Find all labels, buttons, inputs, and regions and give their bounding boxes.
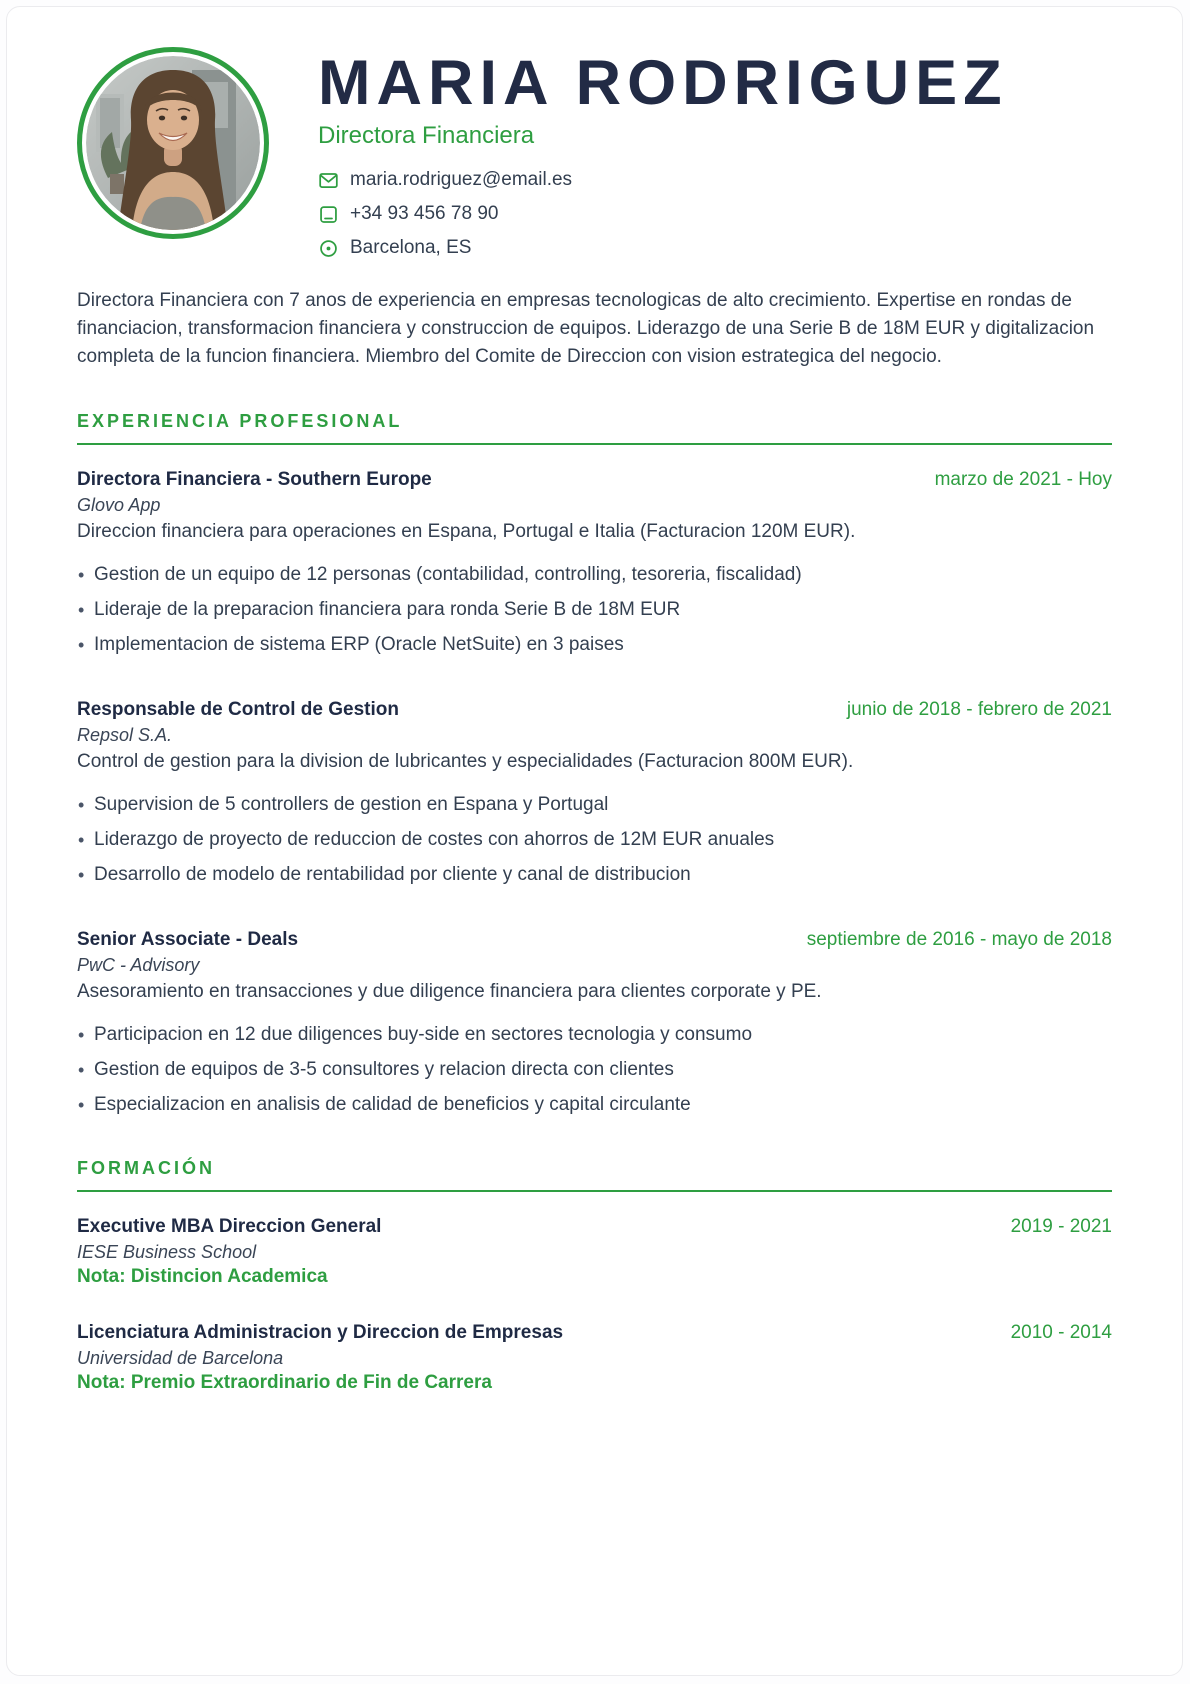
education-title: Executive MBA Direccion General <box>77 1216 382 1237</box>
resume-page <box>6 6 1183 1676</box>
job-bullet: • Participacion en 12 due diligences buy-side en sectores tecnologia y consumo <box>77 1022 1112 1048</box>
job-bullet: • Implementacion de sistema ERP (Oracle NetSuite) en 3 paises <box>77 632 1112 658</box>
person-job-title: Directora Financiera <box>318 122 535 150</box>
experience-section <box>77 411 1112 1118</box>
education-note: Nota: Premio Extraordinario de Fin de Carrera <box>77 1372 492 1393</box>
education-dates: 2010 - 2014 <box>1010 1322 1112 1343</box>
job-bullet: • Supervision de 5 controllers de gestion en Espana y Portugal <box>77 792 1112 818</box>
job-bullet: • Lideraje de la preparacion financiera para ronda Serie B de 18M EUR <box>77 597 1112 623</box>
job-company: Repsol S.A. <box>77 725 173 745</box>
job-entry <box>77 699 1112 888</box>
job-dates: septiembre de 2016 - mayo de 2018 <box>806 929 1112 950</box>
job-bullet-list <box>77 792 1112 888</box>
education-section-heading: FORMACIÓN <box>77 1158 1112 1192</box>
contact-phone-row <box>318 203 1008 225</box>
header-info <box>318 41 1008 259</box>
job-dates: junio de 2018 - febrero de 2021 <box>846 699 1112 720</box>
contact-list <box>318 169 1008 259</box>
job-bullet: • Liderazgo de proyecto de reduccion de costes con ahorros de 12M EUR anuales <box>77 827 1112 853</box>
contact-location-row <box>318 237 1008 259</box>
profile-photo <box>86 56 260 230</box>
contact-email-text: maria.rodriguez@email.es <box>350 169 573 191</box>
experience-section-heading: EXPERIENCIA PROFESIONAL <box>77 411 1112 445</box>
job-company: Glovo App <box>77 495 161 515</box>
job-description: Control de gestion para la division de lubricantes y especialidades (Facturacion 800M EUR). <box>77 751 854 772</box>
education-section <box>77 1158 1112 1394</box>
job-description: Direccion financiera para operaciones en Espana, Portugal e Italia (Facturacion 120M EUR). <box>77 521 856 542</box>
job-entry <box>77 469 1112 658</box>
summary-text: Directora Financiera con 7 anos de experiencia en empresas tecnologicas de alto crecimiento. Expertise en rondas de financiacion, transformacion financiera y construccion de equipos. Liderazgo de una Serie B de 18M EUR y digitalizacion completa de la funcion financiera. Miembro del Comite de Direccion con vision estrategica del negocio. <box>77 290 1095 367</box>
job-bullet-list <box>77 562 1112 658</box>
contact-phone-text: +34 93 456 78 90 <box>350 203 499 225</box>
education-note: Nota: Distincion Academica <box>77 1266 328 1287</box>
contact-email-row <box>318 169 1008 191</box>
job-description: Asesoramiento en transacciones y due diligence financiera para clientes corporate y PE. <box>77 981 822 1002</box>
education-dates: 2019 - 2021 <box>1010 1216 1112 1237</box>
job-bullet: • Gestion de un equipo de 12 personas (contabilidad, controlling, tesoreria, fiscalidad) <box>77 562 1112 588</box>
education-entry <box>77 1216 1112 1288</box>
job-entry <box>77 929 1112 1118</box>
education-title: Licenciatura Administracion y Direccion de Empresas <box>77 1322 564 1343</box>
phone-device-icon <box>318 204 339 225</box>
job-bullet: • Desarrollo de modelo de rentabilidad por cliente y canal de distribucion <box>77 862 1112 888</box>
profile-photo-ring <box>77 47 269 239</box>
job-title: Senior Associate - Deals <box>77 929 299 950</box>
education-entry <box>77 1322 1112 1394</box>
job-dates: marzo de 2021 - Hoy <box>934 469 1112 490</box>
job-company: PwC - Advisory <box>77 955 200 975</box>
job-bullet: • Gestion de equipos de 3-5 consultores y relacion directa con clientes <box>77 1057 1112 1083</box>
job-title: Directora Financiera - Southern Europe <box>77 469 432 490</box>
job-bullet-list <box>77 1022 1112 1118</box>
contact-location-text: Barcelona, ES <box>350 237 472 259</box>
resume-header <box>77 41 1112 278</box>
education-school: Universidad de Barcelona <box>77 1348 284 1368</box>
envelope-icon <box>318 170 339 191</box>
job-title: Responsable de Control de Gestion <box>77 699 399 720</box>
job-bullet: • Especializacion en analisis de calidad de beneficios y capital circulante <box>77 1092 1112 1118</box>
person-name: MARIA RODRIGUEZ <box>318 48 1008 118</box>
circle-dot-location-icon <box>318 238 339 259</box>
education-school: IESE Business School <box>77 1242 257 1262</box>
